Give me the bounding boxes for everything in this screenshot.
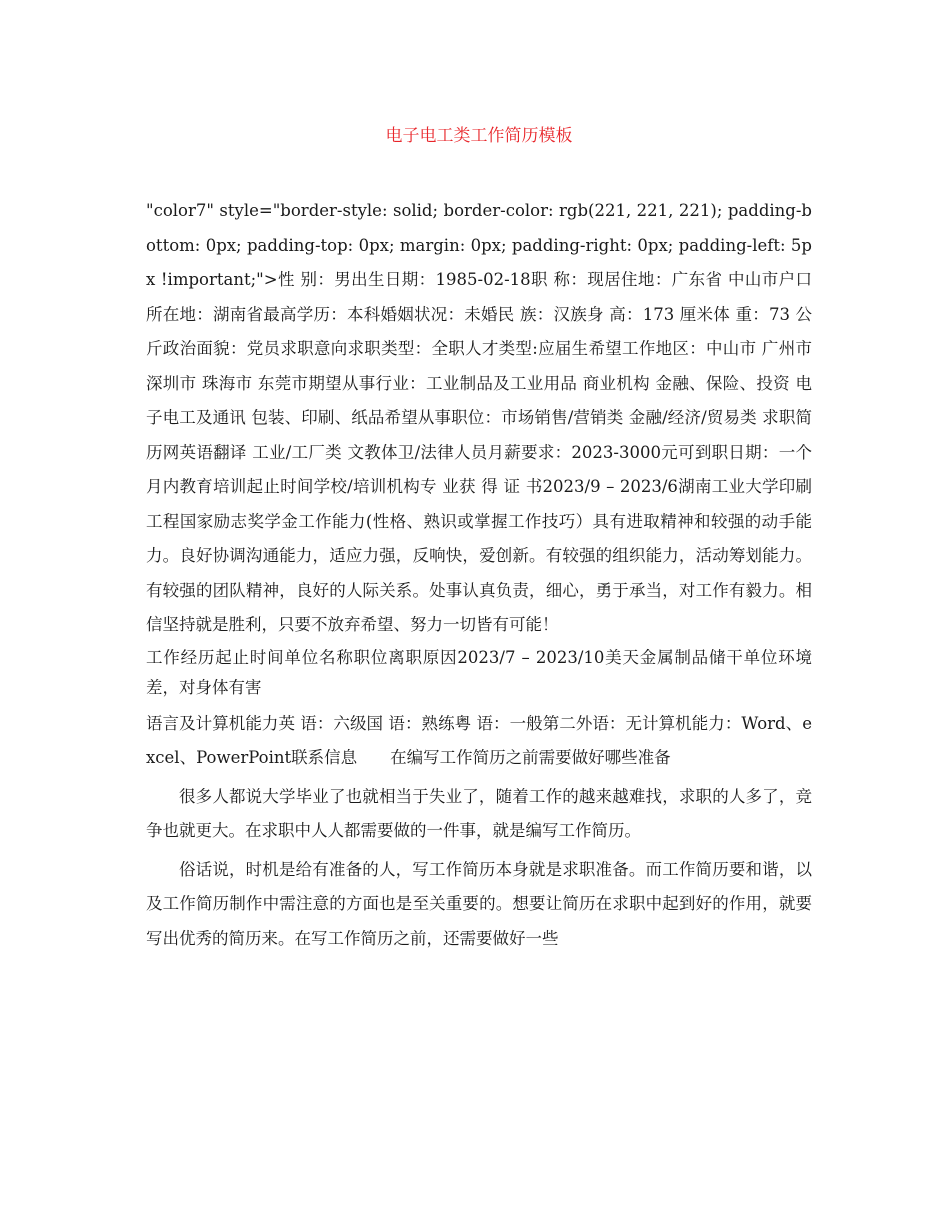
preparation-paragraph: 俗话说，时机是给有准备的人，写工作简历本身就是求职准备。而工作简历要和谐，以及工作简历制作中需注意的方面也是至关重要的。想要让简历在求职中起到好的作用，就要写出优秀的简历来。在写工作简历之前，还需要做好一些 (146, 859, 812, 948)
work-experience-paragraph: 工作经历起止时间单位名称职位离职原因2023/7 – 2023/10美天金属制品储干单位环境差，对身体有害 (146, 647, 812, 697)
document-title: 电子电工类工作简历模板 (385, 126, 573, 146)
resume-details-paragraph: "color7" style="border-style: solid; border-color: rgb(221, 221, 221); padding-bottom: 0px; padding-top: 0px; margin: 0px; padding-right: 0px; padding-left: 5px !important;">性 别：男出生日期：1985-02-18职 称：现居住地：广东省 中山市户口所在地：湖南省最高学历：本科婚姻状况：未婚民 族：汉族身 高：173 厘米体 重：73 公斤政治面貌：党员求职意向求职类型：全职人才类型:应届生希望工作地区：中山市 广州市 深圳市 珠海市 东莞市期望从事行业：工业制品及工业用品 商业机构 金融、保险、投资 电子电工及通讯 包装、印刷、纸品希望从事职位：市场销售/营销类 金融/经济/贸易类 求职简历网英语翻译 工业/工厂类 文教体卫/法律人员月薪要求：2023-3000元可到职日期：一个月内教育培训起止时间学校/培训机构专 业获 得 证 书2023/9 – 2023/6湖南工业大学印刷工程国家励志奖学金工作能力(性格、熟识或掌握工作技巧）具有进取精神和较强的动手能力。良好协调沟通能力，适应力强，反响快，爱创新。有较强的组织能力，活动筹划能力。有较强的团队精神，良好的人际关系。处事认真负责，细心，勇于承当，对工作有毅力。相信坚持就是胜利，只要不放弃希望、努力一切皆有可能！ (146, 201, 812, 634)
intro-paragraph: 很多人都说大学毕业了也就相当于失业了，随着工作的越来越难找，求职的人多了，竞争也就更大。在求职中人人都需要做的一件事，就是编写工作简历。 (146, 786, 812, 840)
language-skills-paragraph: 语言及计算机能力英 语：六级国 语：熟练粤 语：一般第二外语：无计算机能力：Word、excel、PowerPoint联系信息 在编写工作简历之前需要做好哪些准备 (146, 713, 812, 767)
document-body (146, 194, 812, 956)
